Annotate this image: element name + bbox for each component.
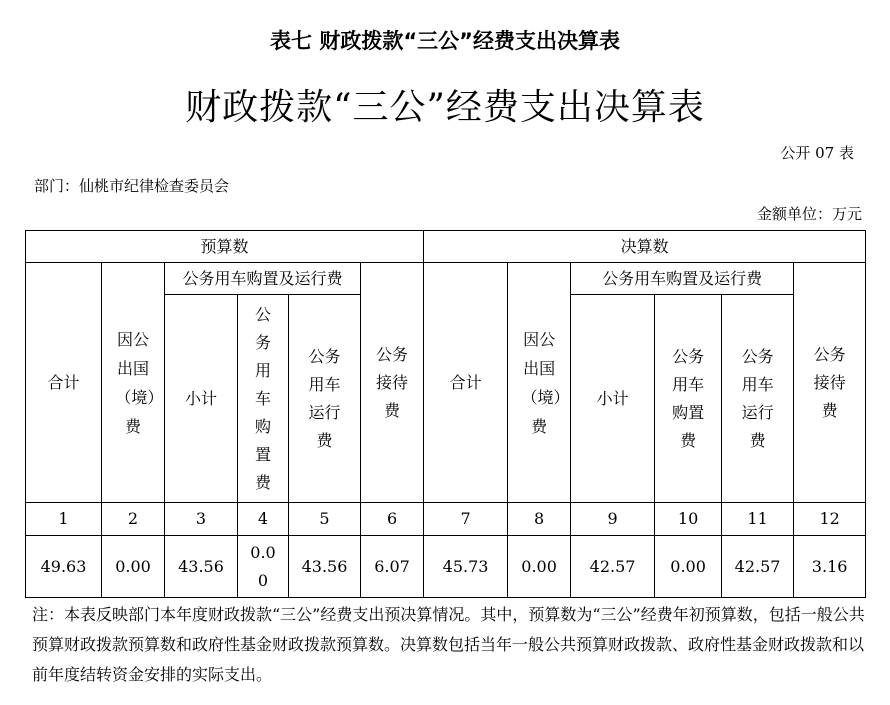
form-number: 公开 07 表 xyxy=(780,144,854,162)
value-cell: 3.16 xyxy=(794,536,866,598)
document-subtitle: 表七 财政拨款“三公”经费支出决算表 xyxy=(270,29,620,53)
value-cell: 43.56 xyxy=(289,536,361,598)
amount-unit-label: 金额单位：万元 xyxy=(756,205,862,223)
budget-car-running-header: 公务用车运行费 xyxy=(289,295,361,503)
value-cell: 49.63 xyxy=(26,536,102,598)
final-car-subtotal-header: 小计 xyxy=(571,295,655,503)
budget-car-group-header: 公务用车购置及运行费 xyxy=(165,263,361,295)
final-reception-header: 公务接待费 xyxy=(794,263,866,503)
value-cell: 0.00 xyxy=(238,536,289,598)
budget-reception-header: 公务接待费 xyxy=(361,263,424,503)
index-cell: 7 xyxy=(424,503,508,536)
index-cell: 3 xyxy=(165,503,238,536)
index-cell: 5 xyxy=(289,503,361,536)
budget-total-header: 合计 xyxy=(26,263,102,503)
value-cell: 42.57 xyxy=(571,536,655,598)
index-cell: 8 xyxy=(508,503,571,536)
value-cell: 6.07 xyxy=(361,536,424,598)
value-cell: 0.00 xyxy=(102,536,165,598)
budget-group-header: 预算数 xyxy=(26,231,424,263)
budget-car-subtotal-header: 小计 xyxy=(165,295,238,503)
department-label: 部门：仙桃市纪律检查委员会 xyxy=(34,177,230,195)
footnote: 注：本表反映部门本年度财政拨款“三公”经费支出预决算情况。其中，预算数为“三公”经费年初预算数，包括一般公共预算财政拨款预算数和政府性基金财政拨款预算数。决算数包括当年一般公共预算财政拨款、政府性基金财政拨款和以前年度结转资金安排的实际支出。 xyxy=(32,605,865,684)
index-cell: 2 xyxy=(102,503,165,536)
final-car-running-header: 公务用车运行费 xyxy=(722,295,794,503)
index-cell: 11 xyxy=(722,503,794,536)
value-cell: 42.57 xyxy=(722,536,794,598)
index-cell: 10 xyxy=(655,503,722,536)
index-cell: 6 xyxy=(361,503,424,536)
document-title: 财政拨款“三公”经费支出决算表 xyxy=(185,87,705,128)
final-group-header: 决算数 xyxy=(424,231,866,263)
final-car-purchase-header: 公务用车购置费 xyxy=(655,295,722,503)
budget-car-purchase-header: 公务用车购置费 xyxy=(238,295,289,503)
index-cell: 12 xyxy=(794,503,866,536)
index-cell: 4 xyxy=(238,503,289,536)
value-cell: 45.73 xyxy=(424,536,508,598)
final-abroad-header: 因公出国（境）费 xyxy=(508,263,571,503)
value-cell: 0.00 xyxy=(508,536,571,598)
value-cell: 43.56 xyxy=(165,536,238,598)
budget-abroad-header: 因公出国（境）费 xyxy=(102,263,165,503)
index-cell: 1 xyxy=(26,503,102,536)
value-cell: 0.00 xyxy=(655,536,722,598)
three-public-expense-table xyxy=(25,230,866,598)
index-cell: 9 xyxy=(571,503,655,536)
final-car-group-header: 公务用车购置及运行费 xyxy=(571,263,794,295)
final-total-header: 合计 xyxy=(424,263,508,503)
